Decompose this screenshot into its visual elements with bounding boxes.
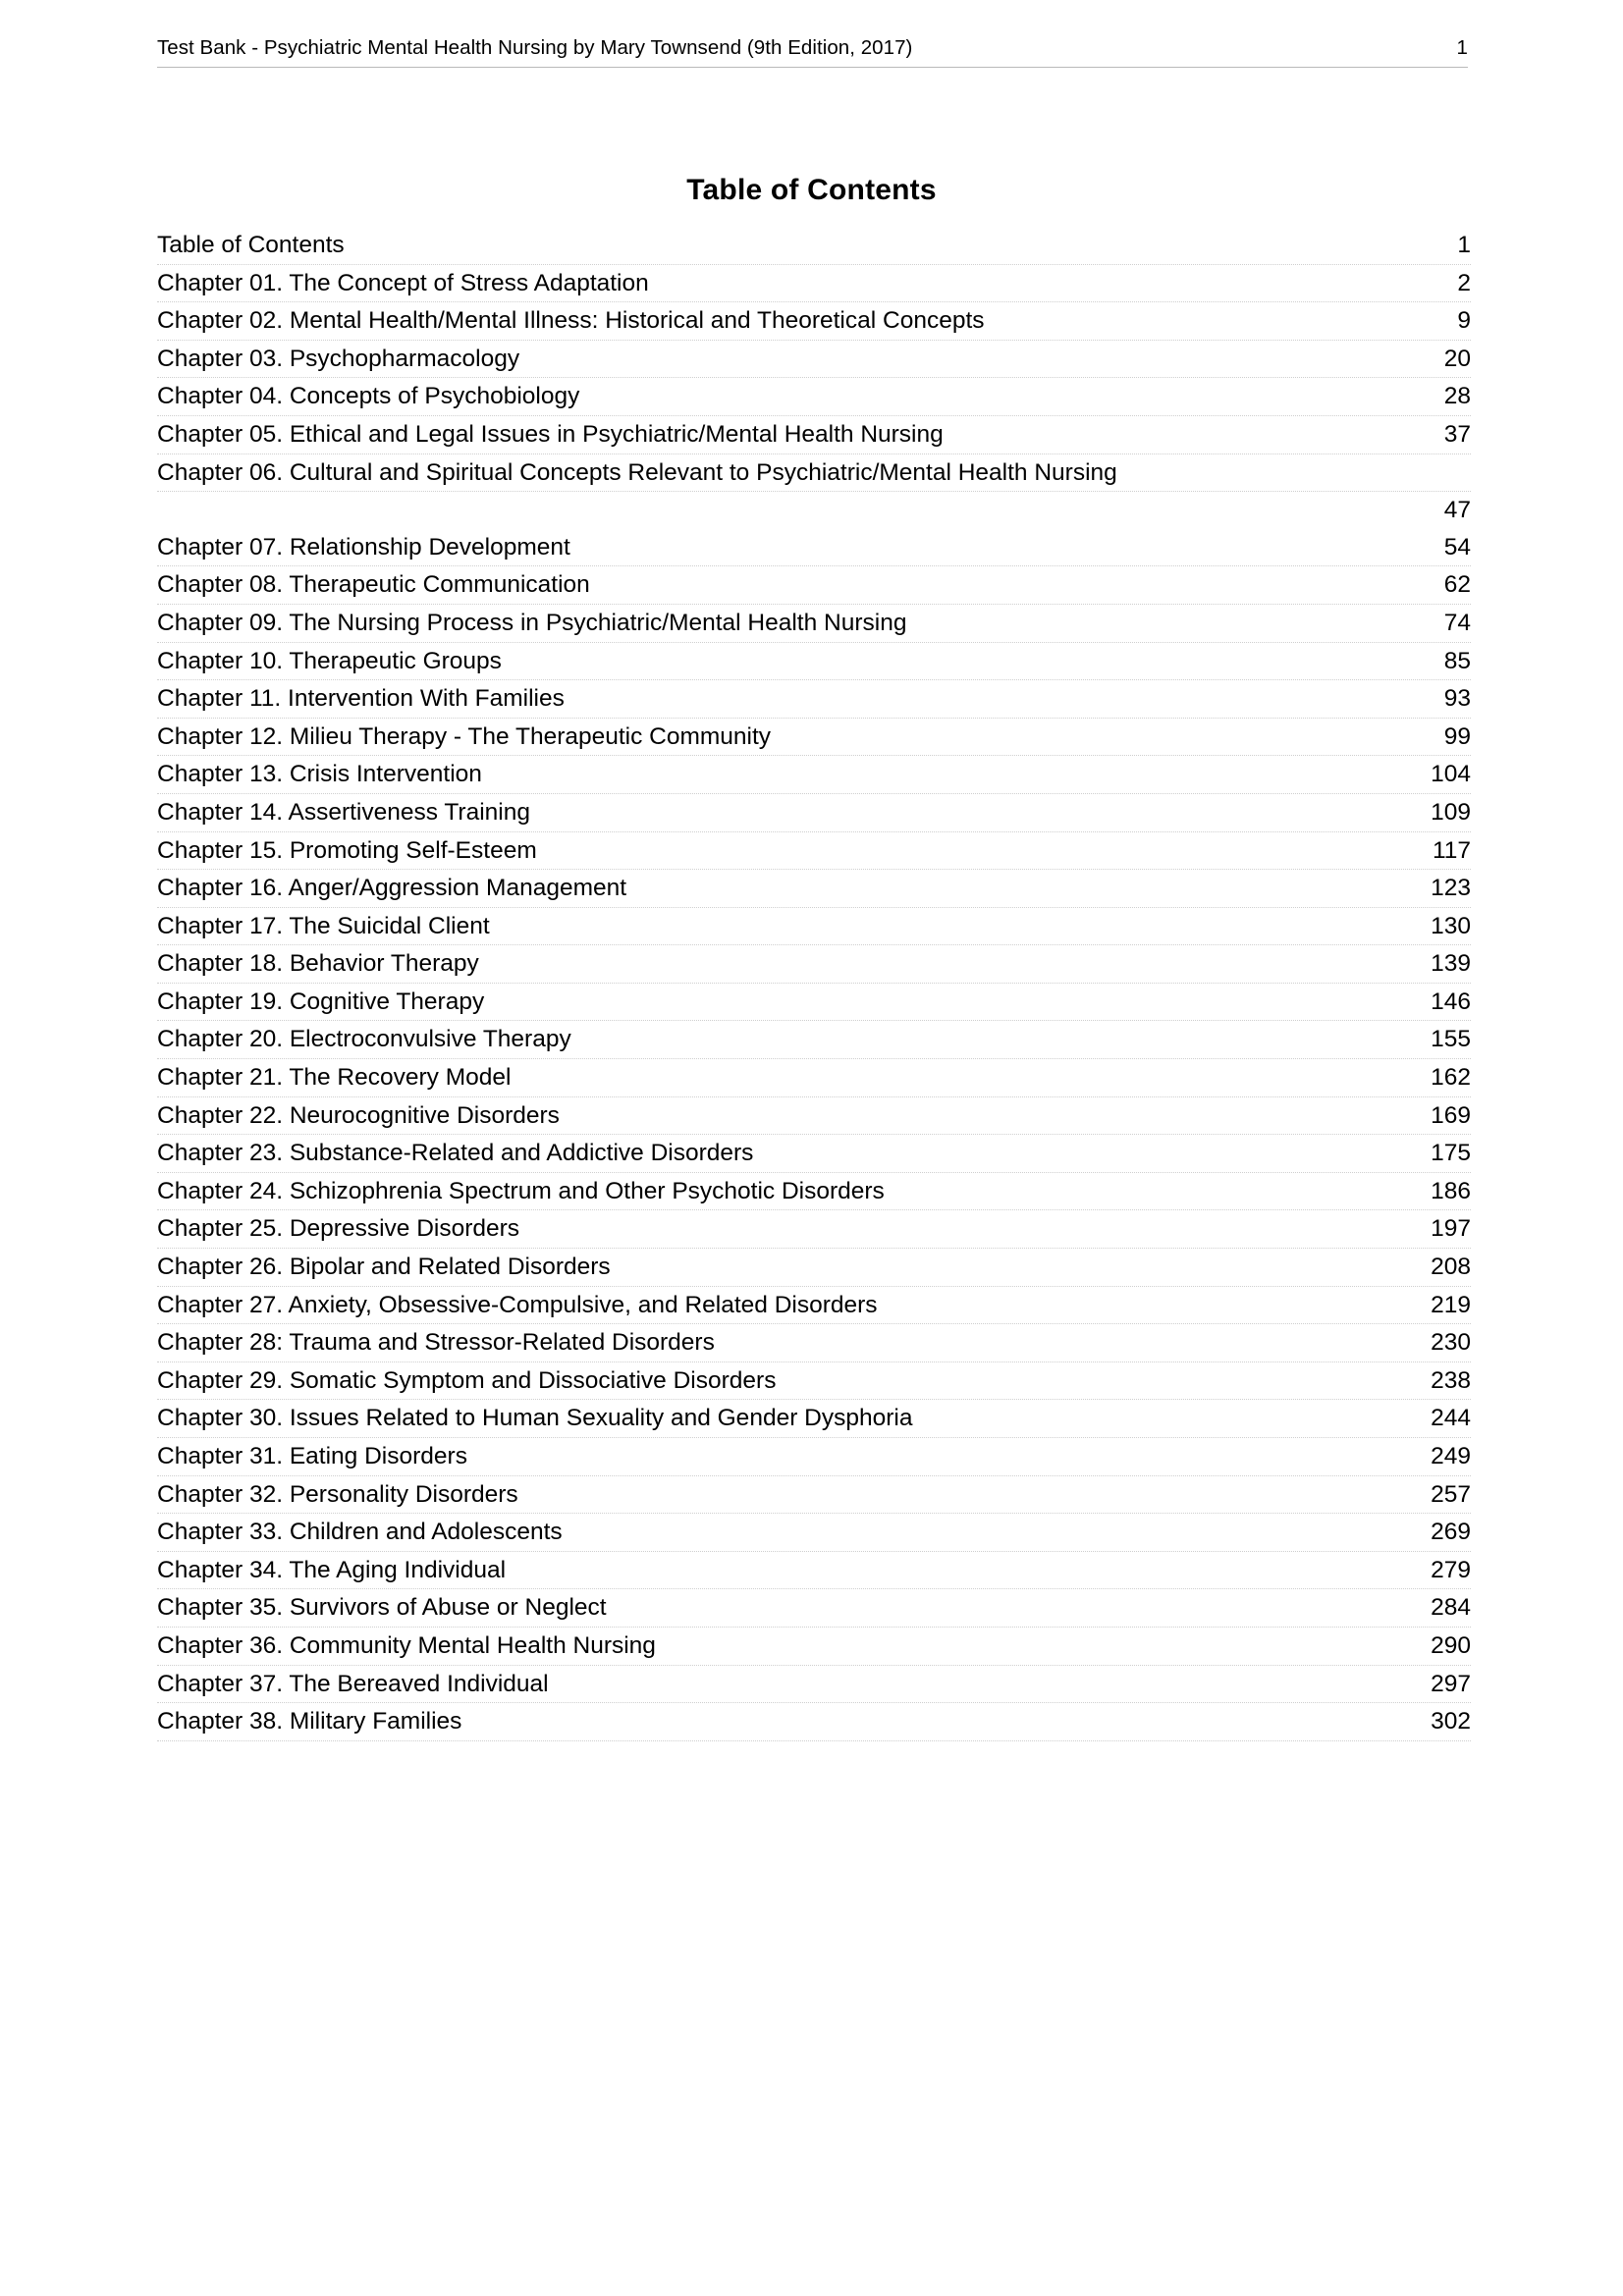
toc-entry-page: 99 bbox=[1443, 722, 1471, 750]
toc-entry-label: Chapter 24. Schizophrenia Spectrum and Other Psychotic Disorders bbox=[157, 1177, 885, 1204]
toc-entry-page: 47 bbox=[1443, 497, 1471, 524]
toc-entry-label: Chapter 30. Issues Related to Human Sexuality and Gender Dysphoria bbox=[157, 1405, 913, 1432]
toc-entry-label: Chapter 06. Cultural and Spiritual Concepts Relevant to Psychiatric/Mental Health Nursing bbox=[157, 458, 1117, 486]
running-header bbox=[157, 35, 1468, 61]
toc-entry[interactable] bbox=[157, 1362, 1471, 1401]
page-title: Table of Contents bbox=[686, 174, 937, 207]
toc-entry-label: Chapter 04. Concepts of Psychobiology bbox=[157, 383, 580, 410]
toc-entry[interactable] bbox=[157, 643, 1471, 681]
toc-entry[interactable] bbox=[157, 1324, 1471, 1362]
toc-entry-label: Chapter 12. Milieu Therapy - The Therapeutic Community bbox=[157, 722, 772, 750]
toc-entry[interactable] bbox=[157, 605, 1471, 643]
header-page-number: 1 bbox=[1456, 36, 1468, 59]
toc-entry-page: 74 bbox=[1443, 609, 1471, 636]
toc-entry-label: Chapter 18. Behavior Therapy bbox=[157, 950, 479, 978]
toc-entry-page: 93 bbox=[1443, 685, 1471, 713]
toc-entry-page: 54 bbox=[1443, 533, 1471, 561]
toc-entry-label: Chapter 02. Mental Health/Mental Illness: Historical and Theoretical Concepts bbox=[157, 307, 985, 335]
toc-entry-page: 162 bbox=[1431, 1064, 1471, 1092]
header-divider bbox=[157, 67, 1468, 68]
toc-entry-page: 279 bbox=[1431, 1556, 1471, 1583]
toc-entry-label: Chapter 32. Personality Disorders bbox=[157, 1480, 518, 1508]
toc-entry-page: 290 bbox=[1431, 1631, 1471, 1659]
toc-entry[interactable] bbox=[157, 454, 1471, 493]
toc-entry-label: Chapter 28: Trauma and Stressor-Related Disorders bbox=[157, 1329, 715, 1357]
toc-entry-label: Chapter 16. Anger/Aggression Management bbox=[157, 875, 627, 902]
toc-entry-page: 284 bbox=[1431, 1594, 1471, 1622]
toc-entry-page: 146 bbox=[1431, 988, 1471, 1015]
toc-entry[interactable] bbox=[157, 1589, 1471, 1628]
toc-entry-label: Chapter 17. The Suicidal Client bbox=[157, 912, 490, 939]
toc-entry[interactable] bbox=[157, 719, 1471, 757]
toc-entry[interactable] bbox=[157, 378, 1471, 416]
toc-entry-page-continuation[interactable] bbox=[157, 492, 1471, 529]
toc-entry[interactable] bbox=[157, 945, 1471, 984]
toc-entry-label: Chapter 14. Assertiveness Training bbox=[157, 798, 530, 826]
toc-entry[interactable] bbox=[157, 908, 1471, 946]
toc-entry-label: Chapter 19. Cognitive Therapy bbox=[157, 988, 485, 1015]
toc-entry-page: 9 bbox=[1457, 307, 1471, 335]
toc-entry-page: 257 bbox=[1431, 1480, 1471, 1508]
toc-entry-label: Chapter 22. Neurocognitive Disorders bbox=[157, 1101, 560, 1129]
toc-entry-page: 269 bbox=[1431, 1519, 1471, 1546]
toc-entry[interactable] bbox=[157, 1135, 1471, 1173]
toc-entry-label: Chapter 33. Children and Adolescents bbox=[157, 1519, 563, 1546]
toc-entry-label: Chapter 01. The Concept of Stress Adaptation bbox=[157, 269, 649, 296]
toc-entry-label: Chapter 38. Military Families bbox=[157, 1708, 462, 1735]
toc-entry-page: 123 bbox=[1431, 875, 1471, 902]
toc-entry[interactable] bbox=[157, 1173, 1471, 1211]
toc-entry-label: Chapter 27. Anxiety, Obsessive-Compulsive, and Related Disorders bbox=[157, 1291, 878, 1318]
toc-entry-page: 208 bbox=[1431, 1254, 1471, 1281]
toc-entry-page: 2 bbox=[1457, 269, 1471, 296]
toc-entry-page: 1 bbox=[1457, 232, 1471, 258]
toc-entry[interactable] bbox=[157, 1628, 1471, 1666]
toc-entry[interactable] bbox=[157, 1021, 1471, 1059]
toc-entry[interactable] bbox=[157, 265, 1471, 303]
toc-entry[interactable] bbox=[157, 1287, 1471, 1325]
toc-entry-label: Chapter 05. Ethical and Legal Issues in Psychiatric/Mental Health Nursing bbox=[157, 420, 944, 448]
toc-entry-page: 37 bbox=[1443, 420, 1471, 448]
toc-entry-label: Chapter 25. Depressive Disorders bbox=[157, 1215, 520, 1243]
toc-entry-label: Chapter 10. Therapeutic Groups bbox=[157, 647, 502, 674]
toc-entry-page: 104 bbox=[1431, 761, 1471, 788]
toc-entry-label: Chapter 08. Therapeutic Communication bbox=[157, 571, 590, 599]
toc-entry-label: Chapter 34. The Aging Individual bbox=[157, 1556, 507, 1583]
toc-entry[interactable] bbox=[157, 1438, 1471, 1476]
toc-entry-label: Chapter 23. Substance-Related and Addictive Disorders bbox=[157, 1140, 754, 1167]
toc-entry[interactable] bbox=[157, 756, 1471, 794]
toc-entry[interactable] bbox=[157, 341, 1471, 379]
toc-entry[interactable] bbox=[157, 1210, 1471, 1249]
toc-entry-label: Chapter 11. Intervention With Families bbox=[157, 685, 565, 713]
toc-entry-page: 139 bbox=[1431, 950, 1471, 978]
toc-entry-page: 197 bbox=[1431, 1215, 1471, 1243]
toc-entry-label: Chapter 07. Relationship Development bbox=[157, 533, 570, 561]
header-book-title: Test Bank - Psychiatric Mental Health Nursing by Mary Townsend (9th Edition, 2017) bbox=[157, 36, 913, 59]
toc-entry-label: Chapter 20. Electroconvulsive Therapy bbox=[157, 1026, 571, 1053]
toc-entry-page: 230 bbox=[1431, 1329, 1471, 1357]
toc-entry-label: Chapter 09. The Nursing Process in Psychiatric/Mental Health Nursing bbox=[157, 609, 907, 636]
toc-entry-page: 20 bbox=[1443, 345, 1471, 372]
toc-entry-label: Table of Contents bbox=[157, 232, 345, 258]
toc-entry[interactable] bbox=[157, 1097, 1471, 1136]
toc-entry[interactable] bbox=[157, 832, 1471, 871]
toc-entry-page: 297 bbox=[1431, 1670, 1471, 1697]
toc-entry-label: Chapter 26. Bipolar and Related Disorders bbox=[157, 1254, 611, 1281]
toc-entry[interactable] bbox=[157, 1666, 1471, 1704]
toc-entry-label: Chapter 36. Community Mental Health Nursing bbox=[157, 1631, 656, 1659]
toc-entry[interactable] bbox=[157, 416, 1471, 454]
toc-entry-label: Chapter 31. Eating Disorders bbox=[157, 1443, 467, 1469]
toc-entry-label: Chapter 29. Somatic Symptom and Dissociative Disorders bbox=[157, 1366, 777, 1394]
toc-entry[interactable] bbox=[157, 984, 1471, 1022]
toc-entry-page: 117 bbox=[1432, 836, 1471, 864]
toc-entry[interactable] bbox=[157, 302, 1471, 341]
toc-entry[interactable] bbox=[157, 794, 1471, 832]
toc-entry-page: 238 bbox=[1431, 1366, 1471, 1394]
toc-entry-page: 244 bbox=[1431, 1405, 1471, 1432]
toc-entry-page: 130 bbox=[1431, 912, 1471, 939]
toc-entry[interactable] bbox=[157, 680, 1471, 719]
toc-entry-page: 186 bbox=[1431, 1177, 1471, 1204]
toc-entry-page: 62 bbox=[1443, 571, 1471, 599]
toc-entry-page: 28 bbox=[1443, 383, 1471, 410]
toc-entry-label: Chapter 35. Survivors of Abuse or Neglect bbox=[157, 1594, 607, 1622]
toc-entry-page: 175 bbox=[1431, 1140, 1471, 1167]
toc-entry[interactable] bbox=[157, 1552, 1471, 1590]
toc-entry-label: Chapter 15. Promoting Self-Esteem bbox=[157, 836, 537, 864]
toc-entry[interactable] bbox=[157, 1476, 1471, 1515]
toc-entry-page: 219 bbox=[1431, 1291, 1471, 1318]
toc-entry-label: Chapter 13. Crisis Intervention bbox=[157, 761, 482, 788]
toc-entry[interactable] bbox=[157, 566, 1471, 605]
toc-entry-page: 249 bbox=[1431, 1443, 1471, 1469]
toc-entry-page: 302 bbox=[1431, 1708, 1471, 1735]
toc-entry-page: 109 bbox=[1431, 798, 1471, 826]
toc-entry-label: Chapter 37. The Bereaved Individual bbox=[157, 1670, 549, 1697]
toc-entry[interactable] bbox=[157, 1703, 1471, 1741]
toc-entry-page: 155 bbox=[1431, 1026, 1471, 1053]
toc-entry[interactable] bbox=[157, 1249, 1471, 1287]
toc-entry[interactable] bbox=[157, 1059, 1471, 1097]
toc-entry[interactable] bbox=[157, 870, 1471, 908]
toc-entry-label: Chapter 03. Psychopharmacology bbox=[157, 345, 520, 372]
table-of-contents bbox=[157, 227, 1471, 1741]
toc-entry-label: Chapter 21. The Recovery Model bbox=[157, 1064, 512, 1092]
toc-entry[interactable] bbox=[157, 529, 1471, 567]
toc-entry-page: 169 bbox=[1431, 1101, 1471, 1129]
toc-entry[interactable] bbox=[157, 1514, 1471, 1552]
toc-entry[interactable] bbox=[157, 1400, 1471, 1438]
toc-entry-page: 85 bbox=[1443, 647, 1471, 674]
toc-entry[interactable] bbox=[157, 227, 1471, 265]
